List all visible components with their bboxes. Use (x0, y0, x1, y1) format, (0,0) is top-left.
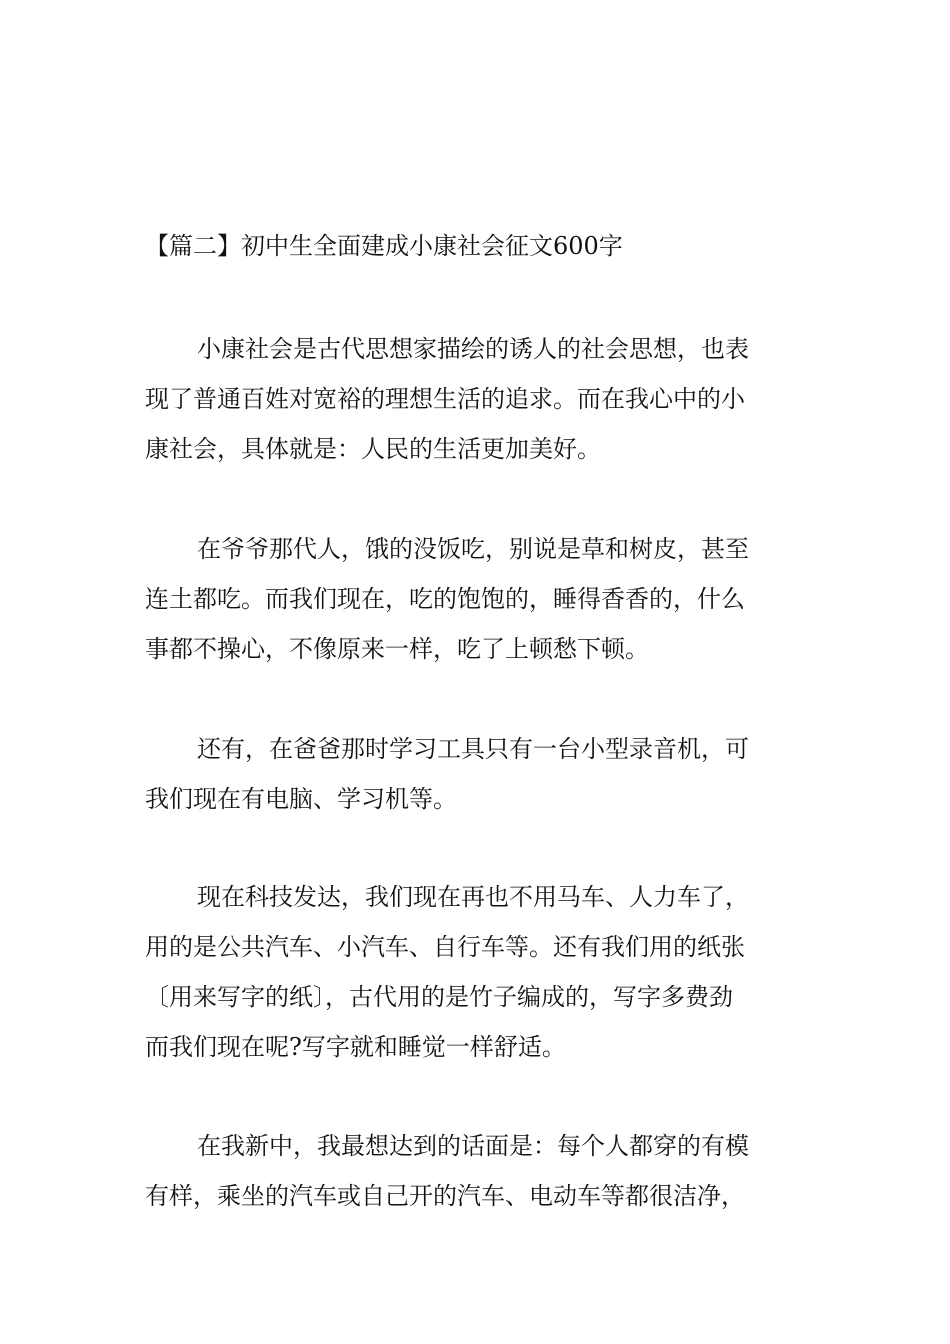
document-title: 【篇二】初中生全面建成小康社会征文600字 (145, 232, 623, 260)
paragraph-line: 我们现在有电脑、学习机等。 (145, 785, 457, 813)
paragraph-line: 现在科技发达，我们现在再也不用马车、人力车了， (197, 883, 749, 911)
paragraph-line: 用的是公共汽车、小汽车、自行车等。还有我们用的纸张 (145, 933, 745, 961)
paragraph-line: 小康社会是古代思想家描绘的诱人的社会思想，也表 (197, 335, 749, 363)
paragraph-line: 而我们现在呢?写字就和睡觉一样舒适。 (145, 1033, 566, 1061)
paragraph-line: 连土都吃。而我们现在，吃的饱饱的，睡得香香的，什么 (145, 585, 745, 613)
paragraph-1 (145, 324, 810, 474)
paragraph-5 (145, 1121, 810, 1221)
paragraph-line: 事都不操心，不像原来一样，吃了上顿愁下顿。 (145, 635, 649, 663)
paragraph-line: 在我新中，我最想达到的话面是：每个人都穿的有模 (197, 1132, 749, 1160)
paragraph-line: 现了普通百姓对宽裕的理想生活的追求。而在我心中的小 (145, 385, 745, 413)
paragraph-3 (145, 724, 810, 824)
paragraph-line: 康社会，具体就是：人民的生活更加美好。 (145, 435, 601, 463)
paragraph-line: 还有，在爸爸那时学习工具只有一台小型录音机，可 (197, 735, 749, 763)
paragraph-4 (145, 872, 810, 1072)
paragraph-line: 有样，乘坐的汽车或自己开的汽车、电动车等都很洁净， (145, 1182, 745, 1210)
paragraph-2 (145, 524, 810, 674)
paragraph-line: 〔用来写字的纸〕，古代用的是竹子编成的，写字多费劲 (145, 983, 733, 1011)
paragraph-line: 在爷爷那代人，饿的没饭吃，别说是草和树皮，甚至 (197, 535, 749, 563)
